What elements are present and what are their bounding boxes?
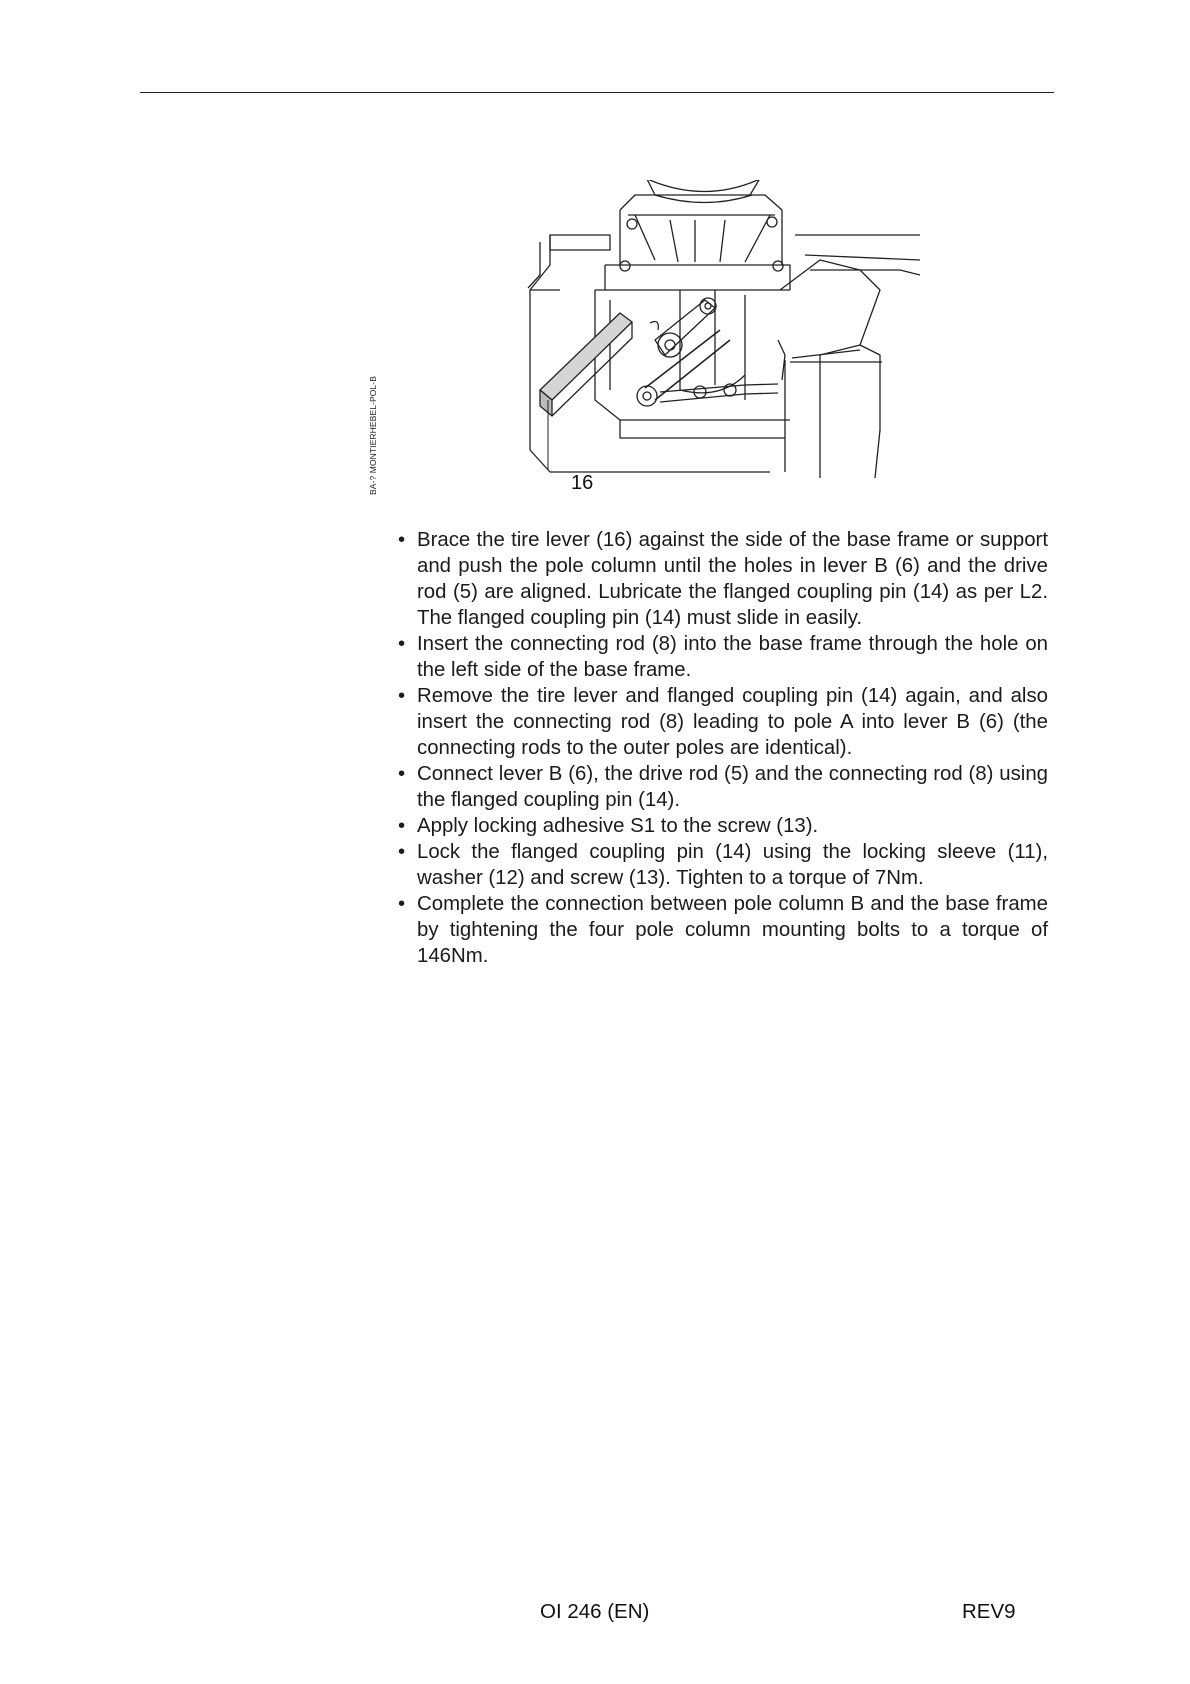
assembly-illustration [520,180,920,500]
instruction-step [398,761,1048,813]
step-text: Connect lever B (6), the drive rod (5) and the connecting rod (8) using the flanged coupling pin (14). [417,763,1048,811]
instruction-step [398,631,1048,683]
bullet-icon: • [398,763,406,785]
bullet-icon: • [398,685,406,707]
instruction-step [398,813,1048,839]
figure-code: BA-? MONTIERHEBEL-POL-B [368,376,378,495]
instruction-list [398,527,1048,969]
bullet-icon: • [398,529,406,551]
footer-revision: REV9 [962,1600,1016,1623]
footer-document-id: OI 246 (EN) [540,1600,650,1623]
callout-label-16: 16 [571,472,594,494]
bullet-icon: • [398,815,406,837]
step-text: Complete the connection between pole column B and the base frame by tightening the four pole column mounting bolts to a torque of 146Nm. [417,893,1048,967]
step-text: Brace the tire lever (16) against the side of the base frame or support and push the pole column until the holes in lever B (6) and the drive rod (5) are aligned. Lubricate the flanged coupling pin (14) as per L2. The flanged coupling pin (14) must slide in easily. [417,529,1048,629]
instruction-step [398,891,1048,969]
step-text: Insert the connecting rod (8) into the base frame through the hole on the left side of the base frame. [417,633,1048,681]
step-text: Lock the flanged coupling pin (14) using the locking sleeve (11), washer (12) and screw (13). Tighten to a torque of 7Nm. [417,841,1048,889]
bullet-icon: • [398,633,406,655]
step-text: Apply locking adhesive S1 to the screw (13). [417,815,819,837]
instruction-step [398,683,1048,761]
instruction-step [398,839,1048,891]
bullet-icon: • [398,893,406,915]
step-text: Remove the tire lever and flanged coupling pin (14) again, and also insert the connecting rod (8) leading to pole A into lever B (6) (the connecting rods to the outer poles are identical). [417,685,1048,759]
header-rule [140,92,1054,93]
instruction-step [398,527,1048,631]
bullet-icon: • [398,841,406,863]
